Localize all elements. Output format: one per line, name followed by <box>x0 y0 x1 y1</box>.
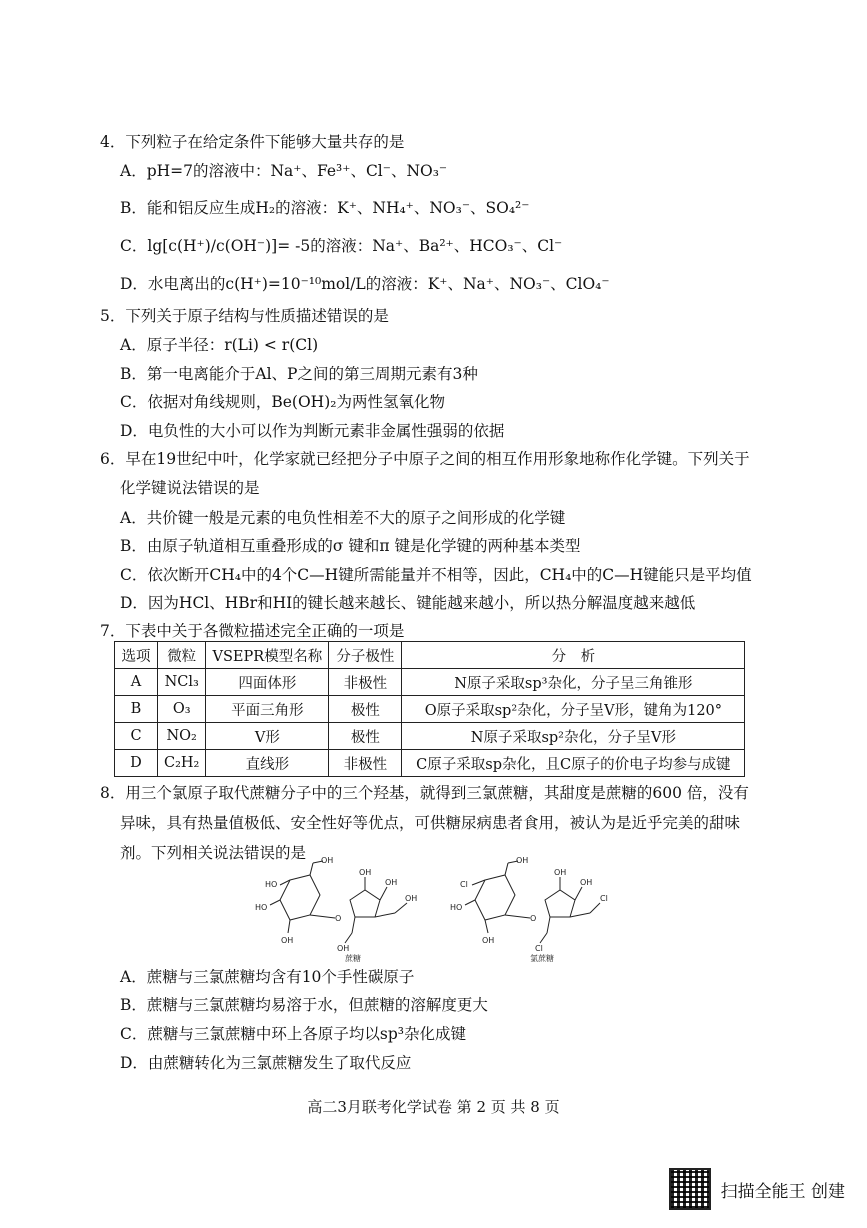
q5-option-a: A．原子半径：r(Li) < r(Cl) <box>120 336 319 354</box>
q4-option-d: D．水电离出的c(H⁺)=10⁻¹⁰mol/L的溶液：K⁺、Na⁺、NO₃⁻、ClO₄⁻ <box>120 275 610 293</box>
q8-option-b: B．蔗糖与三氯蔗糖均易溶于水，但蔗糖的溶解度更大 <box>120 996 488 1014</box>
table-header-row <box>115 642 745 669</box>
q8-option-a: A．蔗糖与三氯蔗糖均含有10个手性碳原子 <box>120 968 415 986</box>
table-cell: C原子采取sp杂化，且C原子的价电子均参与成键 <box>402 750 745 777</box>
table-header: VSEPR模型名称 <box>206 642 329 669</box>
oh-label: OH <box>359 868 372 877</box>
q7-stem: 7．下表中关于各微粒描述完全正确的一项是 <box>100 622 405 640</box>
q6-option-c: C．依次断开CH₄中的4个C—H键所需能量并不相等，因此，CH₄中的C—H键能只是平均值 <box>120 566 752 584</box>
cl-label: Cl <box>600 894 608 903</box>
ho-label: HO <box>265 880 278 889</box>
cl-label: Cl <box>460 880 468 889</box>
q6-stem-line2: 化学键说法错误的是 <box>120 479 260 497</box>
table-cell: NCl₃ <box>158 669 206 696</box>
scanner-watermark <box>669 1168 845 1210</box>
q6-option-b: B．由原子轨道相互重叠形成的σ 键和π 键是化学键的两种基本类型 <box>120 537 581 555</box>
table-row <box>115 723 745 750</box>
q8-stem-line3: 剂。下列相关说法错误的是 <box>120 844 307 862</box>
table-cell: 极性 <box>329 696 402 723</box>
q6-stem-line1: 6．早在19世纪中叶，化学家就已经把分子中原子之间的相互作用形象地称作化学键。下列关于 <box>100 450 750 468</box>
table-cell: 平面三角形 <box>206 696 329 723</box>
table-cell: C₂H₂ <box>158 750 206 777</box>
q8-option-c: C．蔗糖与三氯蔗糖中环上各原子均以sp³杂化成键 <box>120 1025 466 1043</box>
q5-stem: 5．下列关于原子结构与性质描述错误的是 <box>100 307 389 325</box>
oh-label: OH <box>580 878 593 887</box>
qr-code-icon <box>669 1168 711 1210</box>
q8-stem-line2: 异味，具有热量值极低、安全性好等优点，可供糖尿病患者食用，被认为是近乎完美的甜味 <box>120 814 741 832</box>
table-header: 分子极性 <box>329 642 402 669</box>
oh-label: OH <box>554 868 567 877</box>
table-cell: N原子采取sp³杂化，分子呈三角锥形 <box>402 669 745 696</box>
table-row <box>115 750 745 777</box>
table-cell: B <box>115 696 158 723</box>
table-cell: 非极性 <box>329 669 402 696</box>
sucralose-caption: 氯蔗糖 <box>530 954 554 963</box>
q6-option-a: A．共价键一般是元素的电负性相差不大的原子之间形成的化学键 <box>120 509 566 527</box>
q8-stem-line1: 8．用三个氯原子取代蔗糖分子中的三个羟基，就得到三氯蔗糖，其甜度是蔗糖的600 倍，没有 <box>100 784 749 802</box>
table-cell: V形 <box>206 723 329 750</box>
sucralose-structure <box>450 855 640 965</box>
table-row <box>115 696 745 723</box>
table-header: 微粒 <box>158 642 206 669</box>
q4-option-b: B．能和铝反应生成H₂的溶液：K⁺、NH₄⁺、NO₃⁻、SO₄²⁻ <box>120 199 530 217</box>
table-cell: O₃ <box>158 696 206 723</box>
table-cell: C <box>115 723 158 750</box>
table-cell: NO₂ <box>158 723 206 750</box>
oh-label: OH <box>321 856 334 865</box>
page-footer: 高二3月联考化学试卷 第 2 页 共 8 页 <box>307 1098 560 1116</box>
table-cell: 四面体形 <box>206 669 329 696</box>
table-header: 分 析 <box>402 642 745 669</box>
ho-label: HO <box>450 903 463 912</box>
oh-label: OH <box>385 878 398 887</box>
table-header: 选项 <box>115 642 158 669</box>
scanner-label: 扫描全能王 创建 <box>720 1181 845 1202</box>
sucrose-caption: 蔗糖 <box>345 954 361 963</box>
sucrose-structure <box>255 855 445 965</box>
table-cell: 极性 <box>329 723 402 750</box>
q4-option-a: A．pH=7的溶液中：Na⁺、Fe³⁺、Cl⁻、NO₃⁻ <box>120 162 448 180</box>
q5-option-d: D．电负性的大小可以作为判断元素非金属性强弱的依据 <box>120 422 505 440</box>
table-cell: D <box>115 750 158 777</box>
oh-label: OH <box>516 856 529 865</box>
table-cell: A <box>115 669 158 696</box>
table-cell: 非极性 <box>329 750 402 777</box>
table-cell: N原子采取sp²杂化，分子呈V形 <box>402 723 745 750</box>
table-cell: 直线形 <box>206 750 329 777</box>
oh-label: OH <box>281 936 294 945</box>
table-row <box>115 669 745 696</box>
oh-label: OH <box>482 936 495 945</box>
oh-label: OH <box>337 944 350 953</box>
q6-option-d: D．因为HCl、HBr和HI的键长越来越长、键能越来越小，所以热分解温度越来越低 <box>120 594 696 612</box>
o-label: O <box>335 914 342 923</box>
cl-label: Cl <box>535 944 543 953</box>
q5-option-b: B．第一电离能介于Al、P之间的第三周期元素有3种 <box>120 365 478 383</box>
oh-label: OH <box>405 894 418 903</box>
q5-option-c: C．依据对角线规则，Be(OH)₂为两性氢氧化物 <box>120 393 445 411</box>
table-cell: O原子采取sp²杂化，分子呈V形，键角为120° <box>402 696 745 723</box>
ho-label: HO <box>255 903 268 912</box>
q8-option-d: D．由蔗糖转化为三氯蔗糖发生了取代反应 <box>120 1054 412 1072</box>
q7-table <box>114 641 745 777</box>
o-label: O <box>530 914 537 923</box>
q4-stem: 4．下列粒子在给定条件下能够大量共存的是 <box>100 133 405 151</box>
q4-option-c: C．lg[c(H⁺)/c(OH⁻)]= -5的溶液：Na⁺、Ba²⁺、HCO₃⁻、Cl⁻ <box>120 237 563 255</box>
